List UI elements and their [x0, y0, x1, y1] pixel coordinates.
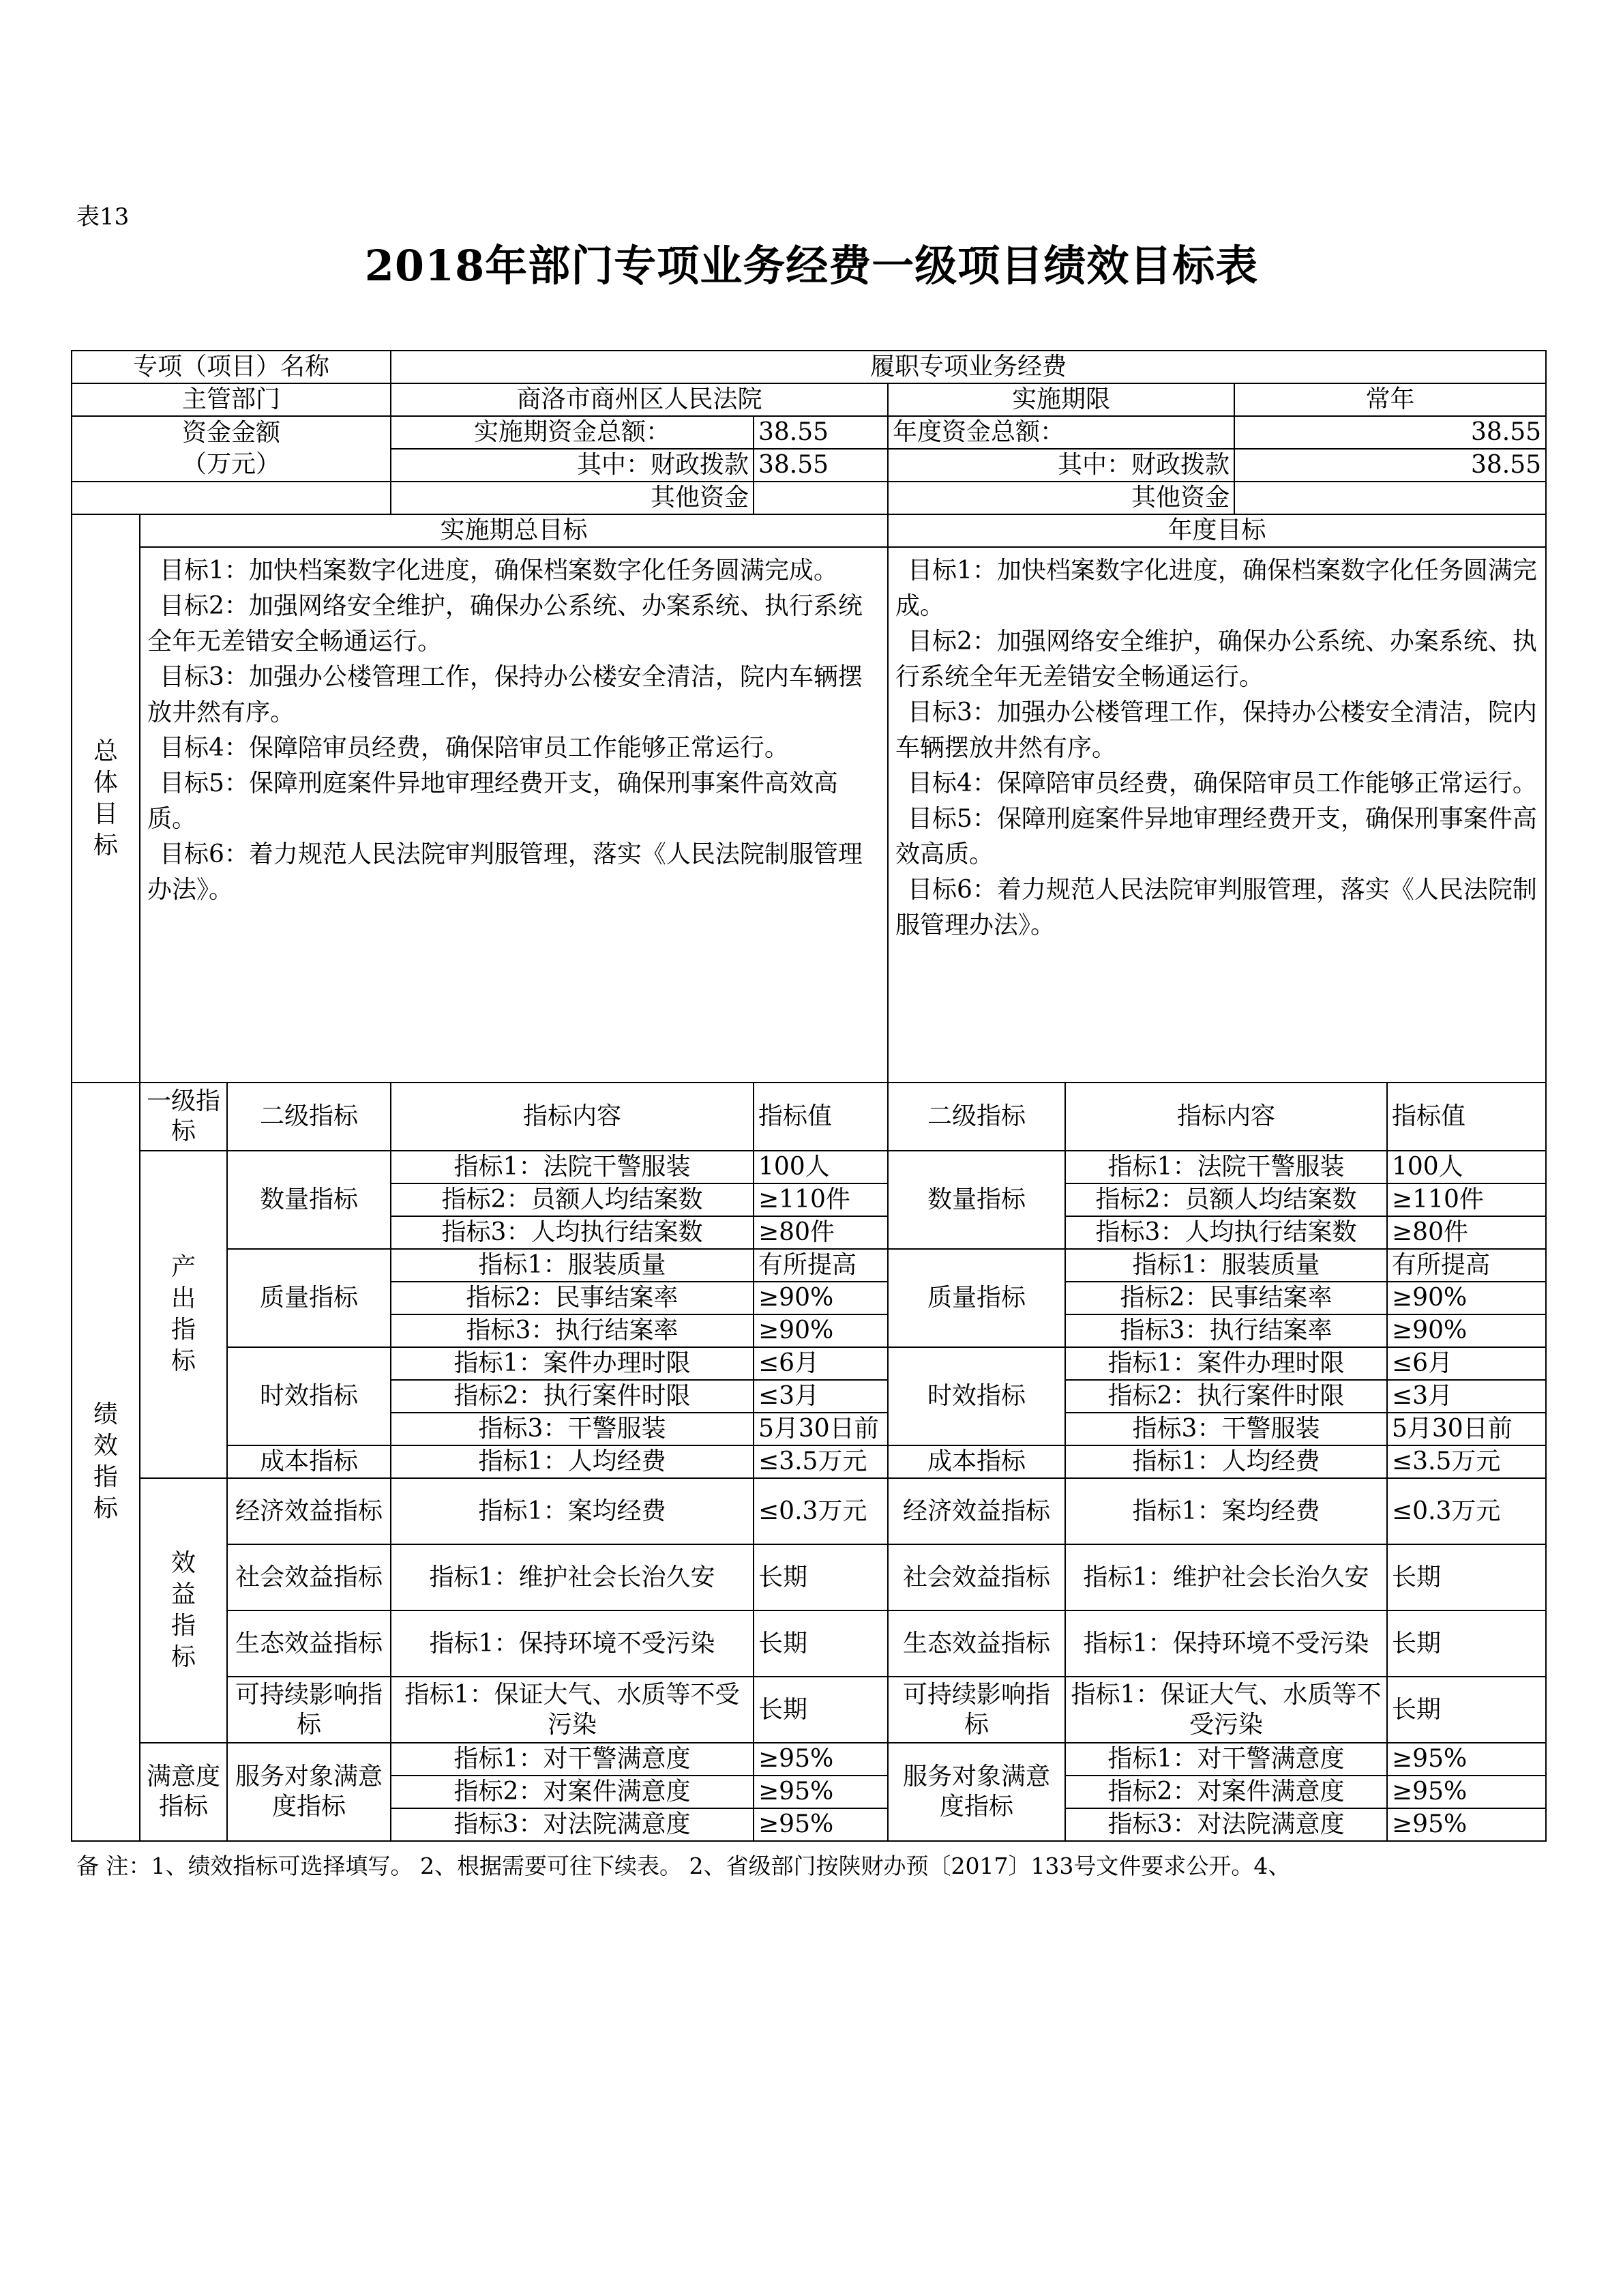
indicator-value: 长期 [1387, 1610, 1546, 1677]
indicator-value: ≤6月 [1387, 1347, 1546, 1380]
indicator-value: ≤0.3万元 [754, 1478, 888, 1544]
dept-label: 主管部门 [72, 383, 391, 416]
indicator-value: 长期 [754, 1544, 888, 1610]
indicator-value: ≤6月 [754, 1347, 888, 1380]
indicator-content: 指标3：对法院满意度 [391, 1808, 754, 1841]
indicator-content: 指标1：保证大气、水质等不受污染 [1065, 1677, 1387, 1743]
impl-fiscal-label: 其中：财政拨款 [391, 449, 754, 482]
indicator-content: 指标1：人均经费 [391, 1445, 754, 1478]
year-goals-text [888, 547, 1546, 1083]
eco-label-year: 生态效益指标 [888, 1610, 1065, 1677]
indicator-value: ≥80件 [754, 1216, 888, 1249]
indicator-content: 指标1：维护社会长治久安 [391, 1544, 754, 1610]
dept-value: 商洛市商州区人民法院 [391, 383, 888, 416]
indicator-value: ≤3.5万元 [1387, 1445, 1546, 1478]
quantity-label-year: 数量指标 [888, 1151, 1065, 1249]
indicator-content: 指标1：保持环境不受污染 [391, 1610, 754, 1677]
quality-label-year: 质量指标 [888, 1249, 1065, 1347]
indicator-value: ≥110件 [754, 1183, 888, 1216]
year-goal-item: 目标5：保障刑庭案件异地审理经费开支，确保刑事案件高效高质。 [895, 805, 1537, 868]
cost-label-year: 成本指标 [888, 1445, 1065, 1478]
year-goal-item: 目标6：着力规范人民法院审判服管理，落实《人民法院制服管理办法》。 [895, 876, 1537, 939]
indicator-value: ≥95% [1387, 1743, 1546, 1776]
indicator-value: ≤3月 [754, 1380, 888, 1413]
period-value: 常年 [1234, 383, 1546, 416]
indicator-value: ≥95% [1387, 1808, 1546, 1841]
indicator-content: 指标2：民事结案率 [391, 1282, 754, 1314]
content-header-year: 指标内容 [1065, 1083, 1387, 1151]
value-header-impl: 指标值 [754, 1083, 888, 1151]
funds-label-line2: （万元） [181, 450, 280, 478]
year-goal-item: 目标4：保障陪审员经费，确保陪审员工作能够正常运行。 [908, 769, 1537, 797]
indicator-value: ≥95% [754, 1743, 888, 1776]
year-fiscal-value: 38.55 [1234, 449, 1546, 482]
indicator-content: 指标3：人均执行结案数 [391, 1216, 754, 1249]
indicator-content: 指标3：人均执行结案数 [1065, 1216, 1387, 1249]
content-header-impl: 指标内容 [391, 1083, 754, 1151]
eco-label-impl: 生态效益指标 [227, 1610, 391, 1677]
value-header-year: 指标值 [1387, 1083, 1546, 1151]
performance-target-table [71, 350, 1547, 1842]
overall-goals-label: 总体目标 [72, 514, 140, 1083]
impl-other-label: 其他资金 [391, 482, 754, 514]
perf-indicators-label: 绩效指标 [72, 1083, 140, 1841]
indicator-content: 指标1：案均经费 [391, 1478, 754, 1544]
indicator-value: 有所提高 [754, 1249, 888, 1282]
indicator-value: ≥90% [754, 1282, 888, 1314]
year-fiscal-label: 其中：财政拨款 [888, 449, 1234, 482]
indicator-value: ≥95% [754, 1808, 888, 1841]
level1-header: 一级指标 [140, 1083, 227, 1151]
indicator-content: 指标1：案件办理时限 [1065, 1347, 1387, 1380]
indicator-content: 指标1：案均经费 [1065, 1478, 1387, 1544]
timeliness-label-impl: 时效指标 [227, 1347, 391, 1445]
indicator-content: 指标1：维护社会长治久安 [1065, 1544, 1387, 1610]
service-label-impl: 服务对象满意度指标 [227, 1743, 391, 1841]
funds-label-spacer [72, 482, 391, 514]
impl-goal-item: 目标2：加强网络安全维护，确保办公系统、办案系统、执行系统全年无差错安全畅通运行。 [147, 592, 863, 656]
indicator-content: 指标2：对案件满意度 [1065, 1776, 1387, 1808]
indicator-content: 指标2：执行案件时限 [1065, 1380, 1387, 1413]
impl-fiscal-value: 38.55 [754, 449, 888, 482]
economic-label-year: 经济效益指标 [888, 1478, 1065, 1544]
indicator-content: 指标1：人均经费 [1065, 1445, 1387, 1478]
impl-goal-item: 目标5：保障刑庭案件异地审理经费开支，确保刑事案件高效高质。 [147, 769, 838, 833]
impl-other-value [754, 482, 888, 514]
benefit-indicators-label: 效益指标 [140, 1478, 227, 1743]
year-goals-header: 年度目标 [888, 514, 1546, 547]
indicator-content: 指标3：干警服装 [1065, 1413, 1387, 1445]
social-label-impl: 社会效益指标 [227, 1544, 391, 1610]
indicator-value: 5月30日前 [754, 1413, 888, 1445]
impl-goal-item: 目标3：加强办公楼管理工作，保持办公楼安全清洁，院内车辆摆放井然有序。 [147, 663, 863, 726]
impl-goal-item: 目标4：保障陪审员经费，确保陪审员工作能够正常运行。 [160, 734, 789, 762]
indicator-value: 长期 [1387, 1677, 1546, 1743]
period-label: 实施期限 [888, 383, 1234, 416]
impl-goal-item: 目标6：着力规范人民法院审判服管理，落实《人民法院制服管理办法》。 [147, 840, 863, 904]
year-total-label: 年度资金总额： [888, 416, 1234, 449]
funds-label-line1: 资金金额 [181, 419, 280, 447]
level2-header-year: 二级指标 [888, 1083, 1065, 1151]
indicator-content: 指标3：执行结案率 [391, 1314, 754, 1347]
indicator-value: ≥95% [1387, 1776, 1546, 1808]
impl-total-label: 实施期资金总额： [391, 416, 754, 449]
indicator-content: 指标2：员额人均结案数 [1065, 1183, 1387, 1216]
indicator-content: 指标1：对干警满意度 [391, 1743, 754, 1776]
indicator-value: ≥110件 [1387, 1183, 1546, 1216]
indicator-value: 有所提高 [1387, 1249, 1546, 1282]
indicator-content: 指标1：法院干警服装 [1065, 1151, 1387, 1183]
year-total-value: 38.55 [1234, 416, 1546, 449]
indicator-content: 指标1：法院干警服装 [391, 1151, 754, 1183]
year-goal-item: 目标3：加强办公楼管理工作，保持办公楼安全清洁，院内车辆摆放井然有序。 [895, 698, 1537, 762]
level2-header-impl: 二级指标 [227, 1083, 391, 1151]
year-goal-item: 目标2：加强网络安全维护，确保办公系统、办案系统、执行系统全年无差错安全畅通运行。 [895, 628, 1537, 691]
indicator-content: 指标2：员额人均结案数 [391, 1183, 754, 1216]
indicator-value: 长期 [754, 1677, 888, 1743]
sustain-label-impl: 可持续影响指标 [227, 1677, 391, 1743]
quantity-label-impl: 数量指标 [227, 1151, 391, 1249]
indicator-content: 指标2：执行案件时限 [391, 1380, 754, 1413]
year-goal-item: 目标1：加快档案数字化进度，确保档案数字化任务圆满完成。 [895, 557, 1537, 620]
table-number-label: 表13 [76, 203, 130, 231]
indicator-value: 100人 [754, 1151, 888, 1183]
year-other-value [1234, 482, 1546, 514]
indicator-value: ≥90% [1387, 1314, 1546, 1347]
indicator-content: 指标3：干警服装 [391, 1413, 754, 1445]
indicator-value: ≤3月 [1387, 1380, 1546, 1413]
impl-goal-item: 目标1：加快档案数字化进度，确保档案数字化任务圆满完成。 [160, 557, 838, 585]
cost-label-impl: 成本指标 [227, 1445, 391, 1478]
project-name-value: 履职专项业务经费 [391, 351, 1546, 383]
indicator-content: 指标1：服装质量 [1065, 1249, 1387, 1282]
indicator-value: 长期 [754, 1610, 888, 1677]
indicator-value: ≥90% [754, 1314, 888, 1347]
indicator-value: 长期 [1387, 1544, 1546, 1610]
indicator-content: 指标1：保证大气、水质等不受污染 [391, 1677, 754, 1743]
timeliness-label-year: 时效指标 [888, 1347, 1065, 1445]
indicator-value: ≤3.5万元 [754, 1445, 888, 1478]
satisfaction-indicators-label: 满意度指标 [140, 1743, 227, 1841]
output-indicators-label: 产出指标 [140, 1151, 227, 1478]
indicator-content: 指标2：民事结案率 [1065, 1282, 1387, 1314]
project-name-label: 专项（项目）名称 [72, 351, 391, 383]
impl-goals-header: 实施期总目标 [140, 514, 888, 547]
indicator-value: 100人 [1387, 1151, 1546, 1183]
year-other-label: 其他资金 [888, 482, 1234, 514]
indicator-content: 指标1：服装质量 [391, 1249, 754, 1282]
indicator-value: 5月30日前 [1387, 1413, 1546, 1445]
indicator-content: 指标3：对法院满意度 [1065, 1808, 1387, 1841]
impl-total-value: 38.55 [754, 416, 888, 449]
document-title: 2018年部门专项业务经费一级项目绩效目标表 [364, 241, 1259, 291]
indicator-value: ≥90% [1387, 1282, 1546, 1314]
indicator-content: 指标1：保持环境不受污染 [1065, 1610, 1387, 1677]
indicator-content: 指标1：案件办理时限 [391, 1347, 754, 1380]
footnote: 备 注：1、绩效指标可选择填写。 2、根据需要可往下续表。 2、省级部门按陕财办预〔2017〕133号文件要求公开。4、 [76, 1853, 1291, 1879]
indicator-content: 指标2：对案件满意度 [391, 1776, 754, 1808]
quality-label-impl: 质量指标 [227, 1249, 391, 1347]
impl-goals-text [140, 547, 888, 1083]
indicator-value: ≥80件 [1387, 1216, 1546, 1249]
funds-label [72, 416, 391, 482]
indicator-content: 指标3：执行结案率 [1065, 1314, 1387, 1347]
indicator-value: ≤0.3万元 [1387, 1478, 1546, 1544]
sustain-label-year: 可持续影响指标 [888, 1677, 1065, 1743]
indicator-content: 指标1：对干警满意度 [1065, 1743, 1387, 1776]
economic-label-impl: 经济效益指标 [227, 1478, 391, 1544]
service-label-year: 服务对象满意度指标 [888, 1743, 1065, 1841]
social-label-year: 社会效益指标 [888, 1544, 1065, 1610]
indicator-value: ≥95% [754, 1776, 888, 1808]
